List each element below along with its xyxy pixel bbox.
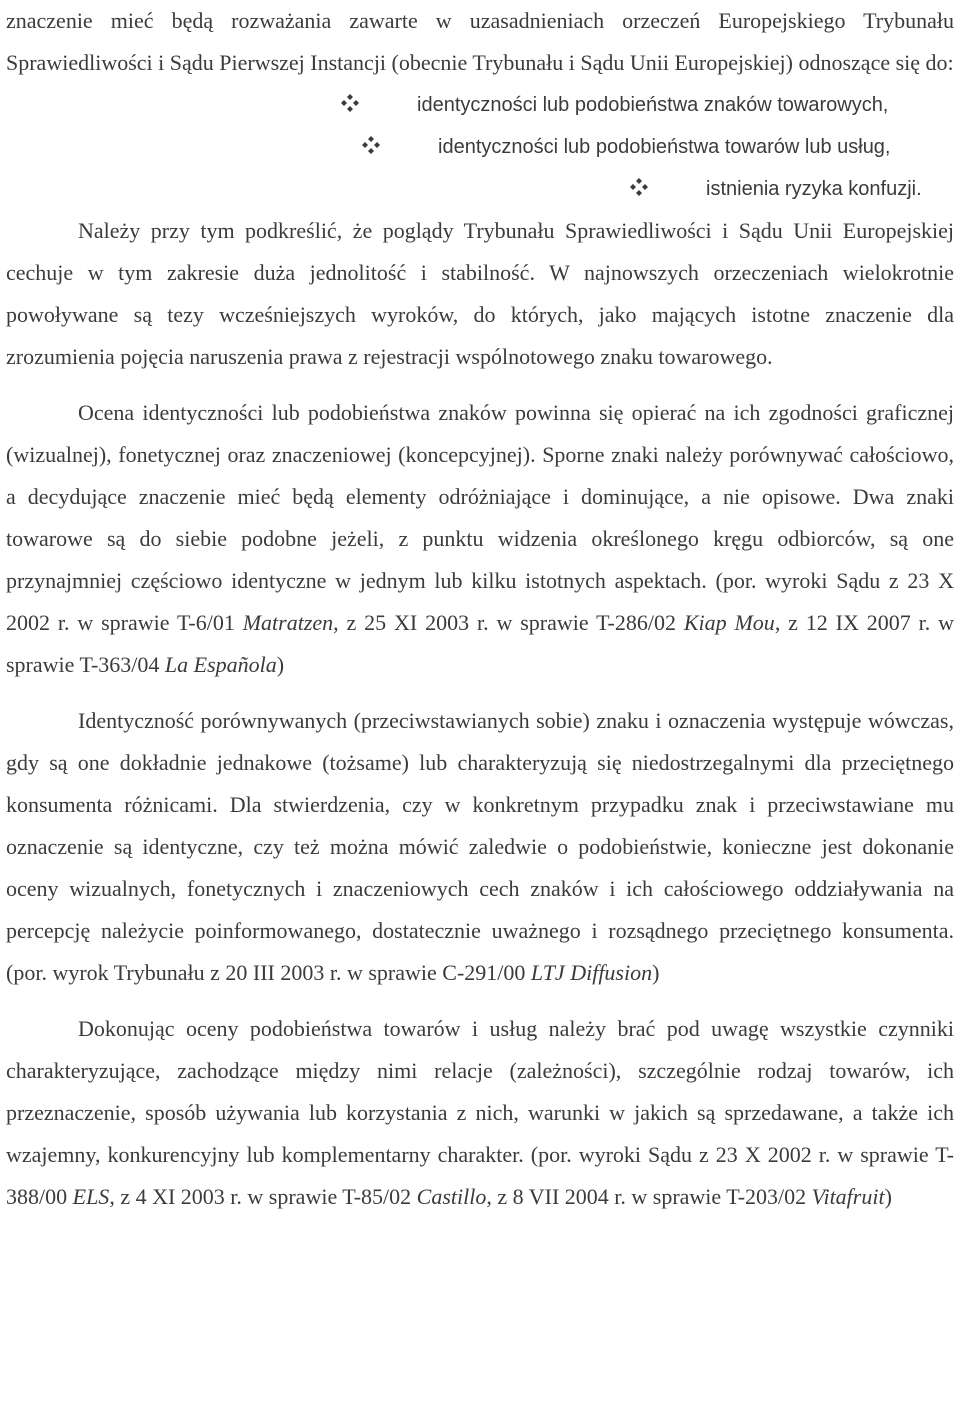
list-item — [6, 84, 954, 126]
paragraph-text: Ocena identyczności lub podobieństwa znaków powinna się opierać na ich zgodności graficznej (wizualnej), fonetycznej oraz znaczeniowej (koncepcyjnej). Sporne znaki należy porównywać całościowo, a decydujące znaczenie mieć będą elementy odróżniające i dominujące, a nie opisowe. Dwa znaki towarowe są do siebie podobne jeżeli, z punktu widzenia określonego kręgu odbiorców, są one przynajmniej częściowo identyczne w jednym lub kilku istotnych aspektach. (por. wyroki Sądu z 23 X 2002 r. w sprawie T-6/01 — [6, 400, 954, 635]
list-item — [6, 168, 954, 210]
list-item-text: identyczności lub podobieństwa znaków towarowych, — [417, 94, 889, 116]
criteria-list — [6, 84, 954, 210]
paragraph-goods-similarity — [6, 1008, 954, 1218]
case-name: Kiap Mou — [683, 610, 775, 635]
list-item-text: identyczności lub podobieństwa towarów lub usług, — [438, 136, 891, 158]
paragraph-text: ) — [276, 652, 285, 677]
paragraph-text: Identyczność porównywanych (przeciwstawianych sobie) znaku i oznaczenia występuje wówczas, gdy są one dokładnie jednakowe (tożsame) lub charakteryzują się niedostrzegalnymi dla przeciętnego konsumenta różnicami. Dla stwierdzenia, czy w konkretnym przypadku znak i przeciwstawiane mu oznaczenie są identyczne, czy też można mówić zaledwie o podobieństwie, konieczne jest dokonanie oceny wizualnych, fonetycznych i znaczeniowych cech znaków i ich całościowego oddziaływania na percepcję należycie poinformowanego, dostatecznie uważnego i rozsądnego przeciętnego konsumenta. (por. wyrok Trybunału z 20 III 2003 r. w sprawie C-291/00 — [6, 708, 954, 985]
document-page — [6, 0, 954, 1218]
paragraph-text: , z 25 XI 2003 r. w sprawie T-286/02 — [333, 610, 684, 635]
paragraph-sign-similarity — [6, 392, 954, 686]
paragraph-identity — [6, 700, 954, 994]
diamond-cluster-icon — [341, 94, 359, 112]
intro-paragraph: znaczenie mieć będą rozważania zawarte w uzasadnieniach orzeczeń Europejskiego Trybunału Sprawiedliwości i Sądu Pierwszej Instancji (obecnie Trybunału i Sądu Unii Europejskiej) odnoszące się do: — [6, 8, 954, 75]
paragraph-text: ) — [652, 960, 660, 985]
case-name: Castillo — [416, 1184, 487, 1209]
case-name: ELS — [72, 1184, 110, 1209]
case-name: Vitafruit — [811, 1184, 885, 1209]
paragraph-text: ) — [884, 1184, 892, 1209]
paragraph-text: , z 12 IX 2007 r. w sprawie T-363/04 — [6, 610, 954, 677]
case-name: Matratzen — [242, 610, 334, 635]
diamond-cluster-icon — [362, 136, 380, 154]
paragraph-text: , z 4 XI 2003 r. w sprawie T-85/02 — [109, 1184, 417, 1209]
case-name: LTJ Diffusion — [530, 960, 653, 985]
list-item-text: istnienia ryzyka konfuzji. — [706, 178, 922, 200]
paragraph-consistency: Należy przy tym podkreślić, że poglądy Trybunału Sprawiedliwości i Sądu Unii Europejskiej cechuje w tym zakresie duża jednolitość i stabilność. W najnowszych orzeczeniach wielokrotnie powoływane są tezy wcześniejszych wyroków, do których, jako mających istotne znaczenie dla zrozumienia pojęcia naruszenia prawa z rejestracji wspólnotowego znaku towarowego. — [6, 218, 954, 369]
paragraph-text: Dokonując oceny podobieństwa towarów i usług należy brać pod uwagę wszystkie czynniki charakteryzujące, zachodzące między nimi relacje (zależności), szczególnie rodzaj towarów, ich przeznaczenie, sposób używania lub korzystania z nich, warunki w jakich są sprzedawane, a także ich wzajemny, konkurencyjny lub komplementarny charakter. (por. wyroki Sądu z 23 X 2002 r. w sprawie T-388/00 — [6, 1016, 954, 1209]
paragraph-text: , z 8 VII 2004 r. w sprawie T-203/02 — [486, 1184, 812, 1209]
diamond-cluster-icon — [630, 178, 648, 196]
case-name: La Española — [164, 652, 277, 677]
list-item — [6, 126, 954, 168]
